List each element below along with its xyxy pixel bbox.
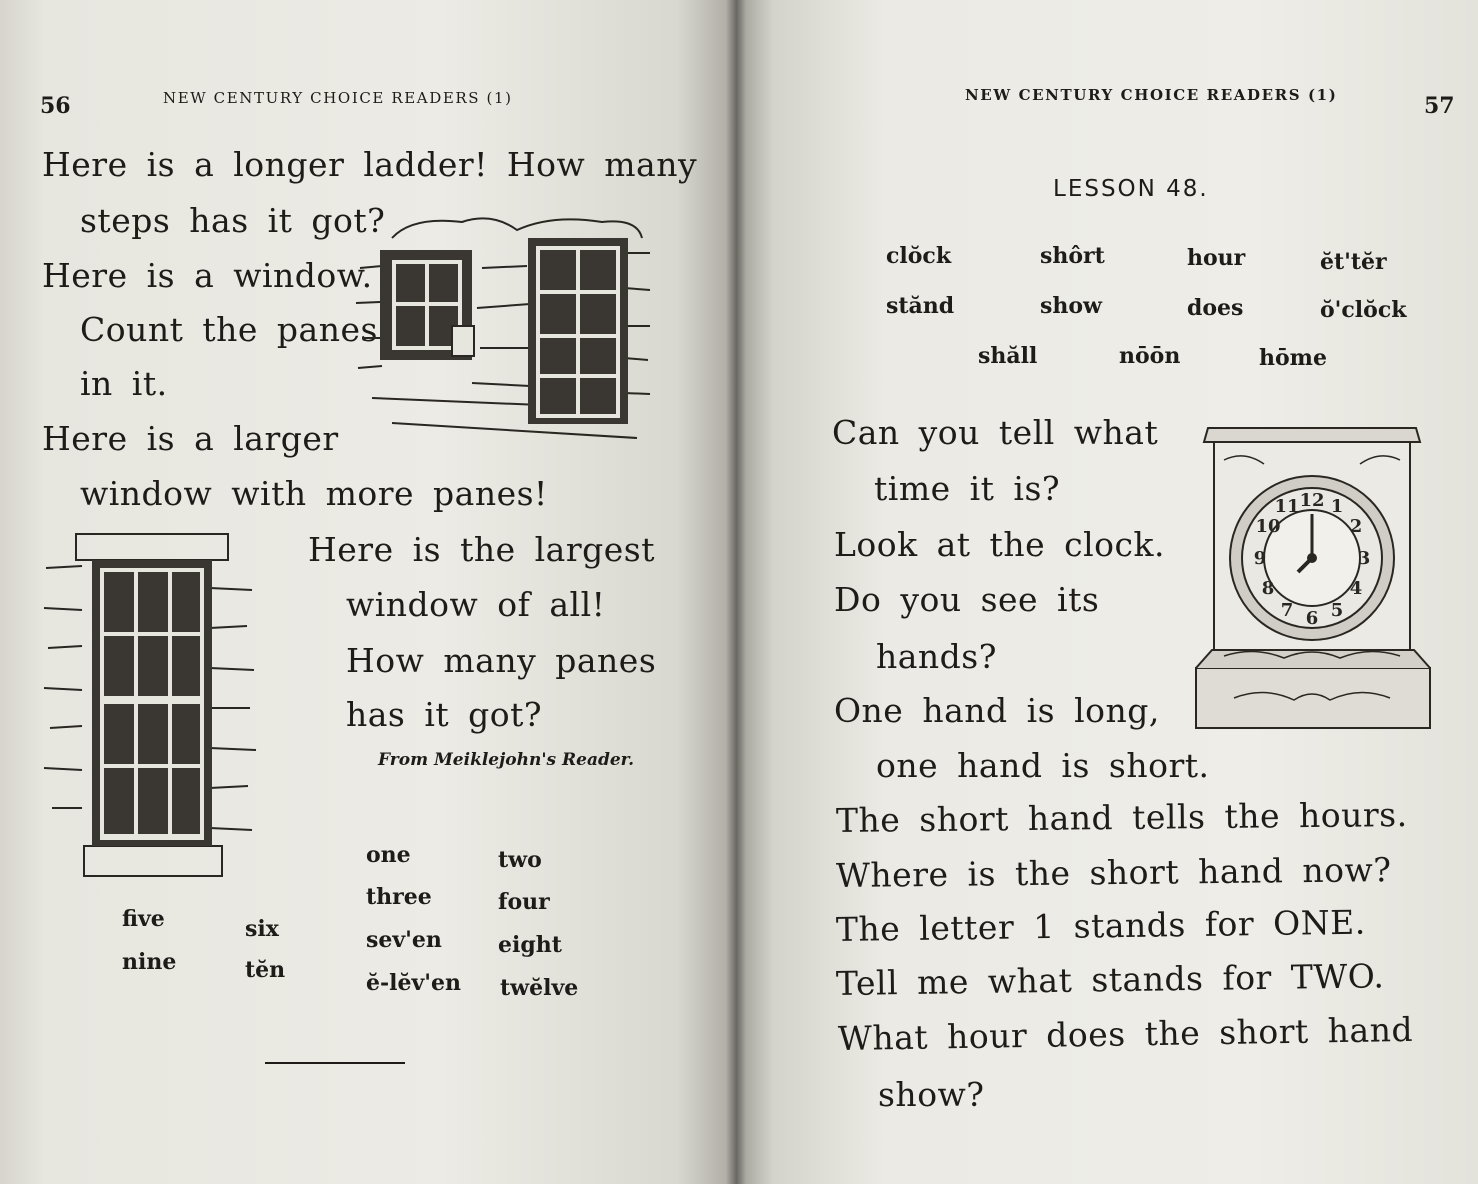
svg-text:12: 12 (1299, 490, 1325, 511)
text-line: window of all! (346, 585, 606, 624)
text-line: Here is the largest (308, 530, 655, 569)
text-line: Look at the clock. (834, 525, 1165, 564)
number-word: eight (498, 932, 562, 958)
text-line: Here is a larger (42, 419, 339, 458)
number-word: four (498, 889, 550, 915)
number-word: twĕlve (500, 975, 579, 1001)
vocab-word: clŏck (886, 243, 952, 269)
svg-text:11: 11 (1274, 496, 1300, 517)
right-page (736, 0, 1478, 1184)
text-line: Where is the short hand now? (835, 850, 1392, 895)
tall-window-illustration (42, 528, 262, 890)
vocab-word: nōōn (1119, 343, 1181, 369)
svg-text:10: 10 (1255, 516, 1281, 537)
text-line: in it. (80, 364, 168, 403)
text-line: Here is a longer ladder! How many (42, 145, 698, 184)
text-line: Tell me what stands for TWO. (835, 956, 1385, 1003)
text-line: One hand is long, (834, 691, 1160, 730)
svg-text:4: 4 (1349, 578, 1363, 599)
running-head: NEW CENTURY CHOICE READERS (1) (965, 86, 1338, 104)
number-word: five (122, 906, 165, 932)
svg-text:2: 2 (1349, 516, 1363, 537)
book-gutter (726, 0, 746, 1184)
number-word: two (498, 847, 542, 873)
vocab-word: hōme (1259, 345, 1327, 371)
number-word: one (366, 842, 411, 868)
vocab-word: does (1187, 295, 1244, 321)
source-credit: From Meiklejohn's Reader. (378, 750, 634, 770)
text-line: How many panes (346, 641, 657, 680)
text-line: hands? (876, 637, 997, 676)
number-word: three (366, 884, 432, 910)
svg-text:9: 9 (1253, 548, 1267, 569)
vocab-word: ŏ'clŏck (1320, 297, 1407, 323)
end-rule (265, 1062, 405, 1064)
text-line: one hand is short. (876, 746, 1210, 785)
text-line: has it got? (346, 695, 543, 734)
number-word: sev'en (366, 927, 442, 953)
text-line: Can you tell what (832, 413, 1159, 452)
vocab-word: stănd (886, 293, 955, 319)
number-word: nine (122, 949, 177, 975)
mantel-clock-illustration (1194, 420, 1434, 736)
text-line: steps has it got? (80, 201, 386, 240)
svg-text:3: 3 (1357, 548, 1371, 569)
vocab-word: show (1040, 293, 1102, 319)
vocab-word: ĕt'tĕr (1320, 249, 1387, 275)
text-line: Here is a window. (42, 256, 373, 295)
running-head: NEW CENTURY CHOICE READERS (1) (163, 89, 513, 107)
text-line: time it is? (874, 469, 1061, 508)
svg-text:8: 8 (1261, 578, 1275, 599)
svg-text:5: 5 (1330, 600, 1344, 621)
number-word: ĕ-lĕv'en (366, 970, 461, 996)
text-line: What hour does the short hand (837, 1009, 1414, 1058)
text-line: show? (878, 1075, 985, 1114)
stone-wall-windows-illustration (352, 208, 652, 446)
page-number: 57 (1424, 93, 1455, 119)
number-word: tĕn (245, 957, 286, 983)
text-line: The letter 1 stands for ONE. (835, 902, 1366, 949)
vocab-word: hour (1187, 245, 1246, 271)
svg-text:1: 1 (1330, 496, 1344, 517)
text-line: The short hand tells the hours. (835, 795, 1408, 840)
svg-text:6: 6 (1305, 608, 1319, 629)
text-line: Do you see its (834, 580, 1100, 619)
lesson-title: LESSON 48. (1053, 176, 1209, 202)
text-line: Count the panes (80, 310, 378, 349)
left-page (0, 0, 736, 1184)
vocab-word: shôrt (1040, 243, 1105, 269)
svg-text:7: 7 (1280, 600, 1294, 621)
number-word: six (245, 916, 279, 942)
vocab-word: shăll (978, 343, 1038, 369)
text-line: window with more panes! (80, 474, 548, 513)
page-number: 56 (40, 93, 71, 119)
